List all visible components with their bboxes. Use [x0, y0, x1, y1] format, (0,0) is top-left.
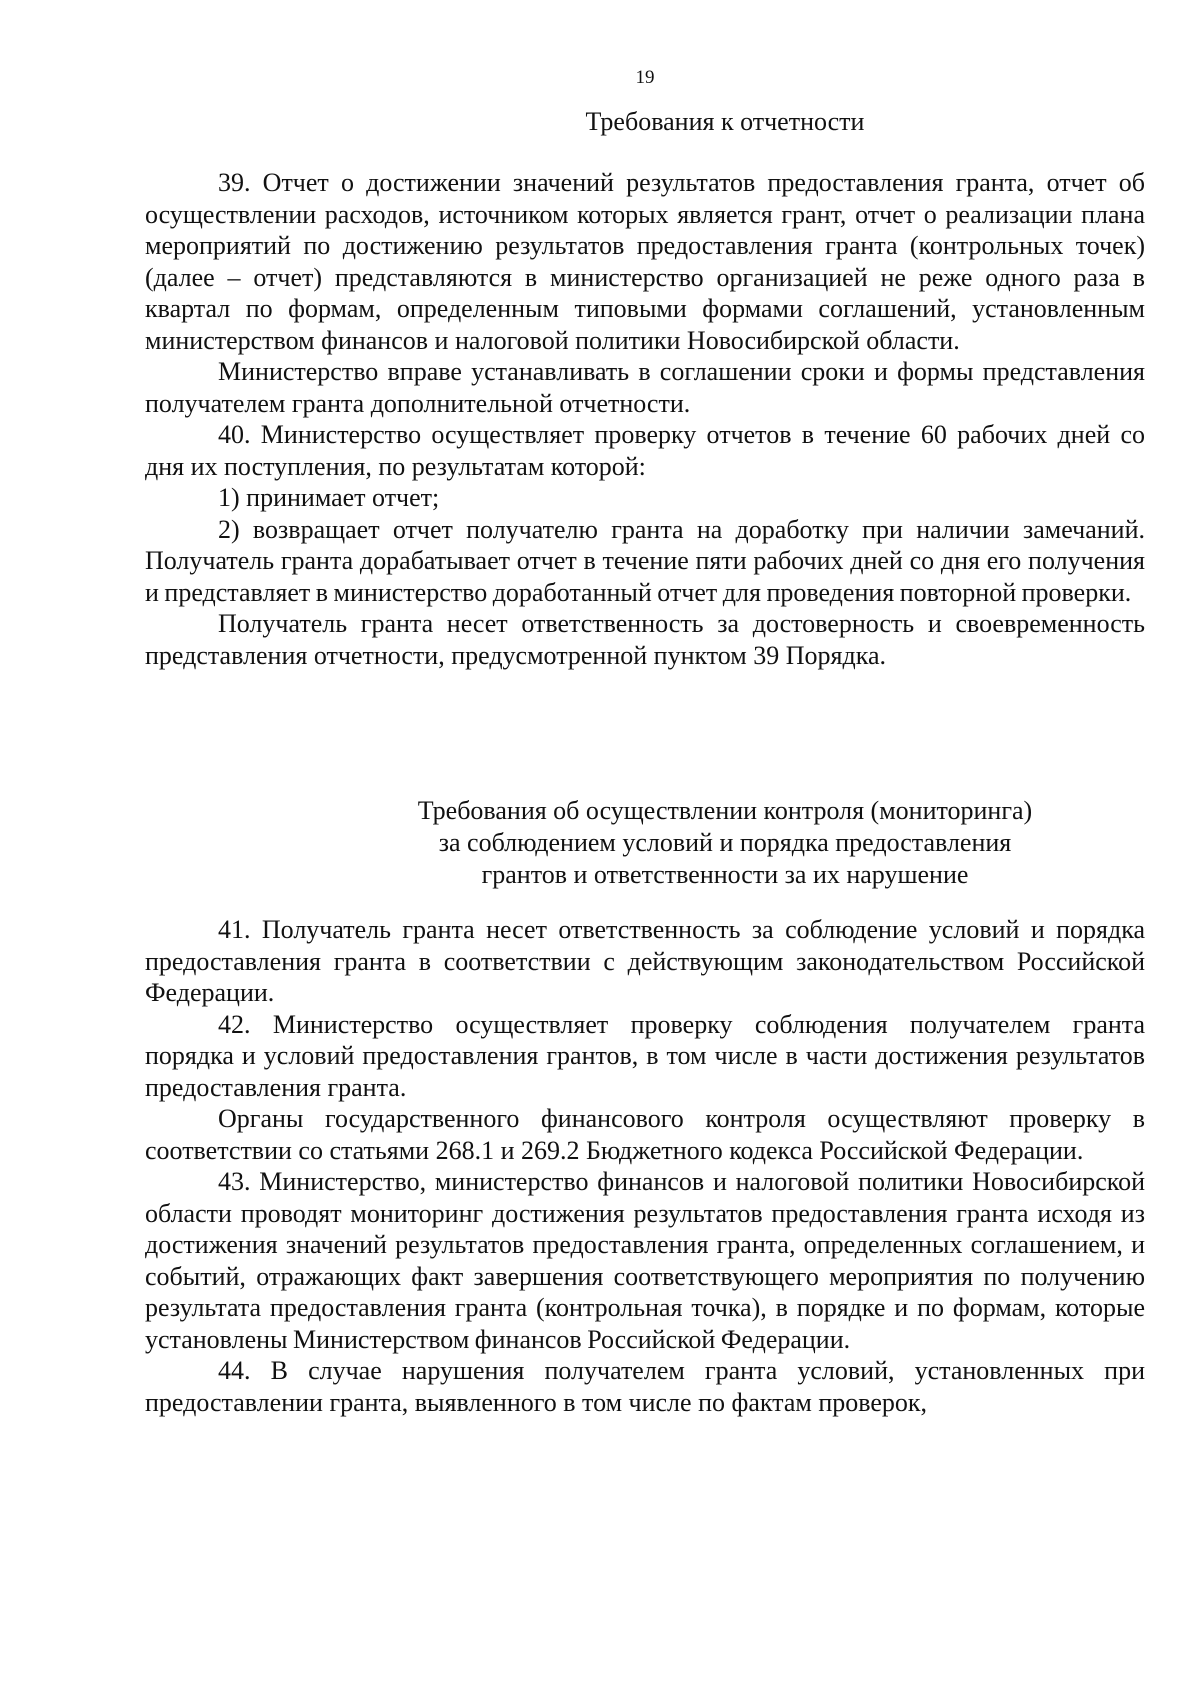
section-body-control	[145, 914, 1145, 1418]
paragraph-40: 40. Министерство осуществляет проверку отчетов в течение 60 рабочих дней со дня их поступления, по результатам которой:	[145, 420, 1145, 481]
paragraph-43: 43. Министерство, министерство финансов и налоговой политики Новосибирской области проводят мониторинг достижения результатов предоставления гранта исходя из достижения значений результатов предоставления гранта, определенных соглашением, и событий, отражающих факт завершения соответствующего мероприятия по получению результата предоставления гранта (контрольная точка), в порядке и по формам, которые установлены Министерством финансов Российской Федерации.	[145, 1167, 1145, 1354]
heading-line: Требования об осуществлении контроля (мониторинга)	[417, 796, 1033, 825]
paragraph-42: 42. Министерство осуществляет проверку соблюдения получателем гранта порядка и условий предоставления грантов, в том числе в части достижения результатов предоставления гранта.	[145, 1009, 1145, 1102]
paragraph-39: 39. Отчет о достижении значений результатов предоставления гранта, отчет об осуществлении расходов, источником которых является грант, отчет о реализации плана мероприятий по достижению результатов предоставления гранта (контрольных точек) (далее – отчет) представляются в министерство организацией не реже одного раза в квартал по формам, определенным типовыми формами соглашений, установленным министерством финансов и налоговой политики Новосибирской области.	[145, 168, 1145, 355]
section-heading-control	[160, 795, 1200, 891]
paragraph-40-item-2: 2) возвращает отчет получателю гранта на доработку при наличии замечаний. Получатель гранта дорабатывает отчет в течение пяти рабочих дней со дня его получения и представляет в министерство доработанный отчет для проведения повторной проверки.	[145, 514, 1145, 607]
paragraph-40-item-1: 1) принимает отчет;	[218, 483, 440, 512]
paragraph-responsibility: Получатель гранта несет ответственность за достоверность и своевременность представления отчетности, предусмотренной пунктом 39 Порядка.	[145, 609, 1145, 670]
heading-line: грантов и ответственности за их нарушение	[481, 860, 969, 889]
paragraph-financial-control: Органы государственного финансового контроля осуществляют проверку в соответствии со статьями 268.1 и 269.2 Бюджетного кодекса Российской Федерации.	[145, 1104, 1145, 1165]
heading-line: Требования к отчетности	[585, 107, 865, 136]
paragraph-41: 41. Получатель гранта несет ответственность за соблюдение условий и порядка предоставления гранта в соответствии с действующим законодательством Российской Федерации.	[145, 915, 1145, 1007]
section-heading-reporting	[160, 106, 1200, 138]
heading-line: за соблюдением условий и порядка предоставления	[438, 828, 1012, 857]
paragraph-44: 44. В случае нарушения получателем гранта условий, установленных при предоставлении гранта, выявленного в том числе по фактам проверок,	[145, 1356, 1145, 1417]
paragraph-additional-reporting: Министерство вправе устанавливать в соглашении сроки и формы представления получателем гранта дополнительной отчетности.	[145, 357, 1145, 418]
section-body-reporting	[145, 167, 1145, 671]
page-number: 19	[635, 67, 655, 88]
